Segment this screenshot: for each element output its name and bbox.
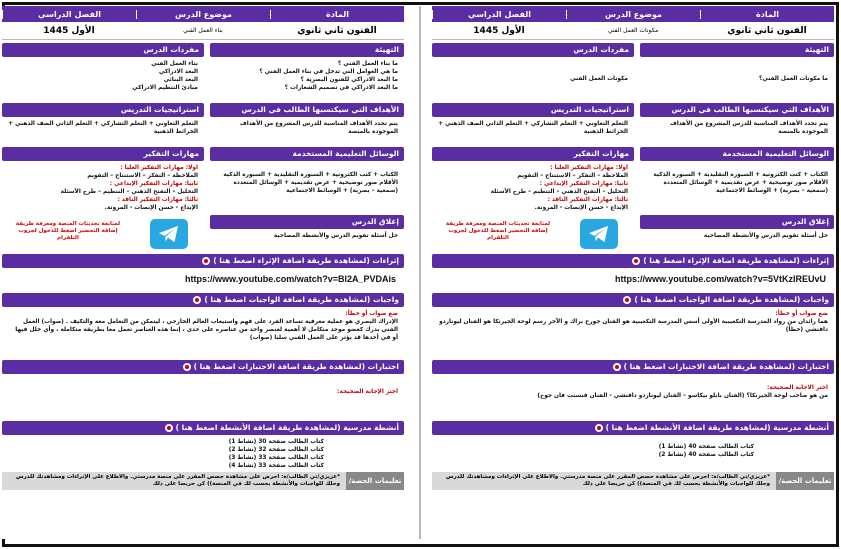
hw-bar[interactable] (2, 293, 404, 307)
strategies-label: استراتيجيات التدريس (432, 103, 634, 117)
hw-label: واجبات (372, 295, 399, 304)
enrich-label: إثراءات (372, 256, 399, 265)
goals-label: الأهداف التي سيكتسبها الطالب في الدرس (210, 103, 404, 117)
act-help-link[interactable]: (لمشاهدة طريقة اضافة الأنشطة اضغط هنا ) (605, 423, 771, 432)
tests-bar[interactable] (2, 360, 404, 374)
notes-label: تعليمات الحصة/ (776, 472, 834, 490)
thinking-label: مهارات التفكير (432, 147, 634, 161)
lesson-value: مكونات العمل الفني (607, 27, 659, 34)
subject-header: المادة (700, 10, 834, 19)
header-values (2, 22, 404, 40)
hw-title: ضع صواب أو خطأ: (345, 311, 398, 317)
activity-item: كتاب الطالب صفحة 33 (نشاط 4) (228, 463, 324, 469)
notes-text: *عزيزي/تي الطالب/ة: احرص على مشاهدة حصص المقرر على منصة مدرستي. والاطلاع على الإثراءات ومشاهدتك للدرس وحلك للواجبات والأنشطة يحسب لك في المنصة)) كن حريصا على ذلك (432, 472, 776, 490)
record-icon (165, 424, 173, 432)
thinking-text: الإبداع - حسن الإنصات - المرونة. (534, 205, 628, 211)
term-header: الفصل الدراسي (432, 10, 566, 19)
thinking-heading: ثانيا: مهارات التفكير الإبداعي : (539, 181, 628, 187)
closing-text: حل أسئلة تقويم الدرس والأنشطة المصاحبة (703, 233, 828, 239)
vocab-box (2, 57, 204, 103)
strategies-text: التعلم التعاوني + التعلم التشاركي + التعلم الذاتي الصف الذهني + الخرائط الذهنية (8, 121, 198, 135)
closing-label: إغلاق الدرس (640, 215, 834, 229)
thinking-heading: ثالثا: مهارات التفكير الناقد : (117, 197, 198, 203)
hw-text: هما رائدان من رواد المدرسة التكعيبية الأولى أسس المدرسة التكعيبية هو الفنان جورج براك و الآخر رسم لوحة الجيرنكا هو الفنان ليوناردو دافنشي (خطأ) (439, 319, 828, 333)
header-row (2, 6, 404, 22)
tests-label: اختبارات (367, 362, 399, 371)
media-text: الكتاب + كتب الكترونية + السبورة التقليدية + السبورة الذكية الأقلام صور توضيحية + عرض تقديمية + الوسائل المتعددة (سمعية – بصرية) + الوسائط الاجتماعية (223, 172, 398, 194)
vocab-label: مفردات الدرس (2, 43, 204, 57)
intro-line: ما البعد الادراكي للفنون البصرية ؟ (300, 77, 398, 83)
lesson-header: موضوع الدرس (136, 10, 270, 19)
media-label: الوسائل التعليمية المستخدمة (640, 147, 834, 161)
subject-value: الفنون ثاني ثانوي (727, 25, 807, 36)
act-help-link[interactable]: (لمشاهدة طريقة اضافة الأنشطة اضغط هنا ) (175, 423, 341, 432)
intro-line: ما بناء العمل الفني ؟ (338, 61, 398, 67)
thinking-heading: اولا: مهارات التفكير العليا : (550, 165, 628, 171)
enrich-url[interactable]: https://www.youtube.com/watch?v=Bl2A_PVDAis (185, 274, 396, 284)
thinking-heading: ثالثا: مهارات التفكير الناقد : (547, 197, 628, 203)
tests-help-link[interactable]: (لمشاهدة طريقة اضافة الاختبارات اضغط هنا ) (193, 362, 366, 371)
tests-label: اختبارات (797, 362, 829, 371)
intro-line: ما البعد الادراكي في تصميم الشعارات ؟ (284, 85, 398, 91)
strategies-label: استراتيجيات التدريس (2, 103, 204, 117)
enrich-help-link[interactable]: (لمشاهدة طريقة اضافة الإثراء اضغط هنا ) (643, 256, 800, 265)
header-row (432, 6, 834, 22)
lesson-page-right (432, 6, 834, 539)
term-value: الأول 1445 (473, 25, 525, 36)
thinking-heading: ثانيا: مهارات التفكير الإبداعي : (109, 181, 198, 187)
tests-bar[interactable] (432, 360, 834, 374)
telegram-icon[interactable] (580, 219, 618, 249)
page-divider (419, 6, 421, 539)
notes-footer (2, 472, 404, 490)
vocab-box (432, 57, 634, 103)
notes-footer (432, 472, 834, 490)
record-icon (595, 424, 603, 432)
media-text: الكتاب + كتب الكترونية + السبورة التقليدية + السبورة الذكية الأقلام صور توضيحية + عرض تقديمية + الوسائل المتعددة (سمعية – بصرية) + الوسائط الاجتماعية (653, 172, 828, 194)
telegram-note[interactable]: لمتابعة تحديثات المنصة ومعرفة طريقة إضافة التحضير اضغط للدخول لجروب التلقرام (445, 221, 551, 241)
record-icon (193, 296, 201, 304)
telegram-note[interactable]: لمتابعة تحديثات المنصة ومعرفة طريقة إضافة التحضير اضغط للدخول لجروب التلقرام (15, 221, 121, 241)
activity-item: كتاب الطالب صفحة 32 (نشاط 2) (228, 447, 324, 453)
intro-line: ما مكونات العمل الفني؟ (758, 76, 828, 82)
test-question: اختر الإجابة الصحيحة: (337, 389, 398, 395)
thinking-text: الإبداع - حسن الإنصات - المرونة. (104, 205, 198, 211)
hw-title: ضع صواب أو خطأ: (775, 311, 828, 317)
lesson-page-left (2, 6, 404, 539)
hw-help-link[interactable]: (لمشاهدة طريقة اضافة الواجبات اضغط هنا ) (634, 295, 801, 304)
term-value: الأول 1445 (43, 25, 95, 36)
activities-label: أنشطة مدرسية (343, 423, 399, 432)
closing-text: حل أسئلة تقويم الدرس والأنشطة المصاحبة (273, 233, 398, 239)
strategies-text: التعلم التعاوني + التعلم التشاركي + التعلم الذاتي الصف الذهني + الخرائط الذهنية (438, 121, 628, 135)
intro-box (210, 57, 404, 103)
lesson-value: بناء العمل الفني (183, 27, 223, 34)
enrich-bar[interactable] (2, 254, 404, 268)
record-icon (613, 363, 621, 371)
vocab-item: مكونات العمل الفني (570, 76, 628, 82)
telegram-box (432, 215, 634, 251)
lesson-header: موضوع الدرس (566, 10, 700, 19)
record-icon (183, 363, 191, 371)
intro-label: التهيئة (210, 43, 404, 57)
goals-label: الأهداف التي سيكتسبها الطالب في الدرس (640, 103, 834, 117)
hw-label: واجبات (802, 295, 829, 304)
vocab-label: مفردات الدرس (432, 43, 634, 57)
enrich-help-link[interactable]: (لمشاهدة طريقة اضافة الإثراء اضغط هنا ) (213, 256, 370, 265)
vocab-item: البعد البنائي (163, 77, 198, 83)
thinking-text: التحليل – التفتح الذهني – التنظيم – طرح الأسئلة (490, 189, 628, 195)
test-question: اختر الاجابة الصحيحة: (767, 385, 828, 391)
hw-text: الإدراك البصري هو عملية معرفية تساعد الفرد على فهم واستيعاب العالم الخارجي ، ليتمكن من التعامل معه والتكيف . (صواب) العمل الفني يدرك كعضو موحد متكامل لا أهمية لعنصر واحد من عناصره على حدى ، إنما هذه العناصر تعمل معا بطريقة متكاملة ، وأي خلل فيها أو في أحدها قد يؤثر على العمل الفني سلبا (صواب) (15, 319, 398, 341)
media-label: الوسائل التعليمية المستخدمة (210, 147, 404, 161)
telegram-icon[interactable] (150, 219, 188, 249)
thinking-heading: اولا: مهارات التفكير العليا : (120, 165, 198, 171)
notes-text: *عزيزي/تي الطالب/ة: احرص على مشاهدة حصص المقرر على منصة مدرستي. والاطلاع على الإثراءات ومشاهدتك للدرس وحلك للواجبات والأنشطة يحسب لك في المنصة)) كن حريصا على ذلك (2, 472, 346, 490)
term-header: الفصل الدراسي (2, 10, 136, 19)
tests-help-link[interactable]: (لمشاهدة طريقة اضافة الاختبارات اضغط هنا ) (623, 362, 796, 371)
header-values (432, 22, 834, 40)
record-icon (202, 257, 210, 265)
enrich-label: إثراءات (802, 256, 829, 265)
thinking-label: مهارات التفكير (2, 147, 204, 161)
activities-bar[interactable] (432, 421, 834, 435)
activity-item: كتاب الطالب صفحة 40 (نشاط 2) (658, 452, 754, 458)
subject-value: الفنون ثاني ثانوي (297, 25, 377, 36)
activity-item: كتاب الطالب صفحة 40 (نشاط 1) (658, 444, 754, 450)
enrich-url[interactable]: https://www.youtube.com/watch?v=5VtKzIREUvU (615, 274, 826, 284)
vocab-item: مبادئ التنظيم الادراكي (132, 85, 198, 91)
activity-item: كتاب الطالب صفحة 30 (نشاط 1) (228, 439, 324, 445)
record-icon (632, 257, 640, 265)
intro-label: التهيئة (640, 43, 834, 57)
goals-text: يتم تحدد الأهداف المناسبة للدرس المشروع من الأهداف الموجودة بالمنصة (669, 121, 828, 135)
closing-label: إغلاق الدرس (210, 215, 404, 229)
activity-item: كتاب الطالب صفحة 33 (نشاط 3) (228, 455, 324, 461)
intro-box (640, 57, 834, 103)
vocab-item: البعد الادراكي (158, 69, 198, 75)
thinking-box (2, 161, 204, 215)
record-icon (623, 296, 631, 304)
activities-bar[interactable] (2, 421, 404, 435)
thinking-text: التحليل – التفتح الذهني – التنظيم – طرح الأسئلة (60, 189, 198, 195)
vocab-item: بناء العمل الفني (151, 61, 198, 67)
goals-text: يتم تحدد الأهداف المناسبة للدرس المشروع من الأهداف الموجودة بالمنصة (239, 121, 398, 135)
subject-header: المادة (270, 10, 404, 19)
hw-help-link[interactable]: (لمشاهدة طريقة اضافة الواجبات اضغط هنا ) (204, 295, 371, 304)
activities-label: أنشطة مدرسية (773, 423, 829, 432)
thinking-text: الملاحظة – التفكر – الاستنتاج – التقويم (87, 173, 198, 179)
thinking-text: الملاحظة – التفكر – الاستنتاج – التقويم (517, 173, 628, 179)
hw-bar[interactable] (432, 293, 834, 307)
test-text: من هو صاحب لوحة الجيرنكا؟ (الفنان بابلو بيكاسو – الفنان ليوناردو دافنشي - الفنان فنسنت فان جوخ) (537, 393, 828, 399)
enrich-bar[interactable] (432, 254, 834, 268)
thinking-box (432, 161, 634, 215)
intro-line: ما هي العوامل التي تدخل في بناء العمل الفني ؟ (259, 69, 398, 75)
telegram-box (2, 215, 204, 251)
notes-label: تعليمات الحصة/ (346, 472, 404, 490)
